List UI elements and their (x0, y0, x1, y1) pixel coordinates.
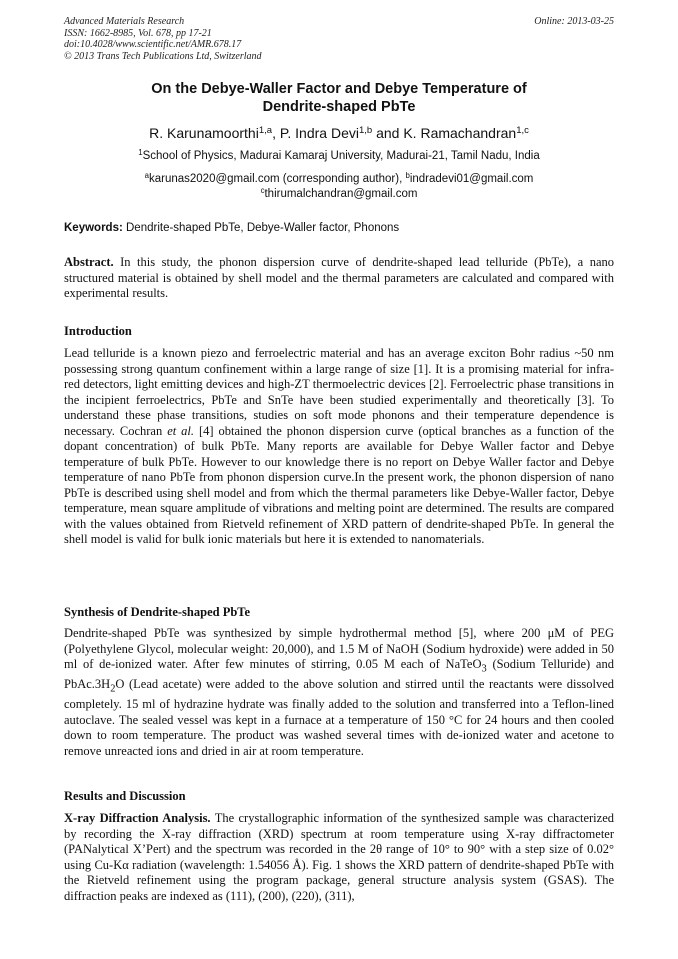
results-lead: X-ray Diffraction Analysis. (64, 811, 211, 825)
section-heading-introduction: Introduction (64, 324, 132, 338)
synthesis-text-2: (Sodium Telluride) and PbAc.3H (64, 657, 614, 691)
keywords-label: Keywords: (64, 222, 123, 234)
affiliation-text: School of Physics, Madurai Kamaraj University, Madurai-21, Tamil Nadu, India (142, 150, 540, 162)
email-line-2 (64, 187, 614, 202)
author-name: P. Indra Devi (279, 125, 359, 141)
email-superscript: c (260, 185, 265, 195)
section-heading-synthesis: Synthesis of Dendrite-shaped PbTe (64, 605, 251, 619)
introduction-paragraph (64, 346, 614, 548)
affiliation (64, 149, 614, 164)
results-paragraph (64, 811, 614, 904)
author-list (64, 124, 614, 142)
synthesis-text: Dendrite-shaped PbTe was synthesized by simple hydrothermal method [5], where 200 μM of PEG (Polyethylene Glycol, molecular weight: 20,000), and 1.5 M of NaOH (Sodium hydroxide) were added in 50 ml of de-ionized water. After few minutes of stirring, 0.05 M each of NaTeO (64, 626, 614, 671)
abstract-label: Abstract. (64, 255, 114, 269)
synthesis-text-3: O (Lead acetate) were added to the above solution and stirred until the reactants were dissolved completely. 15 ml of hydrazine hydrate was finally added to the solution and transferred into a Teflon-lined autoclave. The sealed vessel was kept in a furnace at a temperature of 150 °C for 24 hours and then cooled down to room temperature. The product was washed several times with de-ionized water and acetone to remove unreacted ions and dried in air at room temperature. (64, 677, 614, 758)
doi-line: doi:10.4028/www.scientific.net/AMR.678.17 (64, 39, 242, 50)
email-superscript: a (144, 171, 149, 181)
affiliation-superscript: 1 (138, 148, 143, 158)
email-block (64, 172, 614, 201)
synthesis-subscript: 2 (110, 683, 116, 695)
intro-text-cont: [4] obtained the phonon dispersion curve (optical branches as a function of the dopant concentration) of bulk PbTe. Many reports are available for Debye Waller factor and Debye temperature of bulk PbTe. However to our knowledge there is no report on Debye Waller factor and Debye temperature of nano PbTe from phonon dispersion curve.In the present work, the phonon dispersion of nano PbTe is described using shell model and from which the thermal parameters like Debye-Waller factor, Debye temperature, mean square amplitude of vibrations and melting point are determined. The results are compared with the values obtained from Rietveld refinement of XRD pattern of dendrite-shaped PbTe. In general the shell model is valid for bulk ionic materials but here it is extended to nanomaterials. (64, 423, 615, 546)
synthesis-paragraph (64, 626, 614, 759)
keywords-text: Dendrite-shaped PbTe, Debye-Waller factor, Phonons (122, 222, 400, 234)
author-superscript: 1,a (258, 125, 273, 137)
intro-text: Lead telluride is a known piezo and ferroelectric material and has an average exciton Bohr radius ~50 nm possessing strong quantum confinement within a large range of size [1]. It is a promising material for infra-red detectors, light emitting devices and high-ZT thermoelectric devices [2]. Ferroelectric phase transitions in the incipient ferroelectrics, PbTe and SnTe have been studied experimentally and theoretically [3]. To understand these phase transitions, studies on soft mode phonons and their temperature dependence is necessary. Cochran (64, 346, 614, 438)
journal-name: Advanced Materials Research (64, 16, 185, 27)
results-text: The crystallographic information of the synthesized sample was characterized by recording the X-ray diffraction (XRD) spectrum at room temperature using X-ray diffractometer (PANalytical X’Pert) and the spectrum was recorded in the 2θ range of 10° to 90° with a step size of 0.02° using Cu-Kα radiation (wavelength: 1.54056 Å). Fig. 1 shows the XRD pattern of dendrite-shaped PbTe with the Rietveld refinement using the program package, general structure analysis system (GSAS). The diffraction peaks are indexed as (111), (200), (220), (311), (64, 811, 614, 903)
email-address: indradevi01@gmail.com (409, 173, 534, 185)
intro-etal: et al. (167, 423, 195, 438)
email-line-1 (64, 172, 614, 187)
author-name: R. Karunamoorthi (149, 125, 259, 141)
keywords (64, 221, 614, 235)
abstract (64, 255, 614, 302)
author-separator: , (272, 125, 280, 141)
email-address: thirumalchandran@gmail.com (264, 187, 418, 200)
online-date: Online: 2013-03-25 (534, 16, 614, 27)
copyright-line: © 2013 Trans Tech Publications Ltd, Switzerland (64, 50, 262, 62)
title-line-1: On the Debye-Waller Factor and Debye Temperature of (151, 81, 527, 97)
author-name: K. Ramachandran (403, 125, 517, 141)
journal-header (64, 16, 262, 62)
abstract-text: In this study, the phonon dispersion curve of dendrite-shaped lead telluride (PbTe), a nano structured material is obtained by shell model and the thermal parameters are calculated and compared with experimental results. (64, 255, 614, 300)
email-address: karunas2020@gmail.com (corresponding author), (148, 173, 406, 185)
synthesis-subscript: 3 (481, 663, 487, 675)
title-line-2: Dendrite-shaped PbTe (262, 99, 416, 115)
author-superscript: 1,b (358, 125, 373, 137)
author-superscript: 1,c (516, 125, 529, 137)
email-superscript: b (405, 171, 410, 181)
section-heading-results: Results and Discussion (64, 789, 186, 803)
author-separator: and (372, 125, 404, 141)
issn-line: ISSN: 1662-8985, Vol. 678, pp 17-21 (64, 27, 212, 39)
paper-title (64, 80, 614, 116)
